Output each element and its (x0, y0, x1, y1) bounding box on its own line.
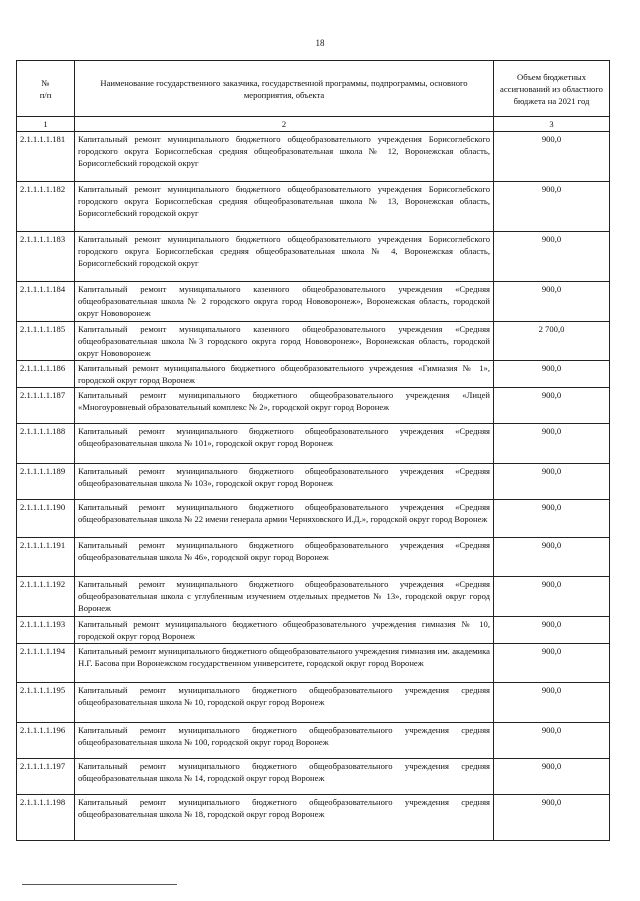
table-row (17, 388, 610, 424)
row-number: 2.1.1.1.1.186 (17, 361, 75, 388)
row-amount: 900,0 (494, 759, 610, 795)
column-number-1: 1 (17, 117, 75, 132)
table-row (17, 232, 610, 282)
header-amount: Объем бюджетных ассигнований из областного бюджета на 2021 год (494, 61, 610, 117)
row-amount: 2 700,0 (494, 322, 610, 361)
column-number-2: 2 (75, 117, 494, 132)
table-row (17, 577, 610, 617)
row-amount: 900,0 (494, 182, 610, 232)
column-number-3: 3 (494, 117, 610, 132)
row-amount: 900,0 (494, 424, 610, 464)
table-row (17, 538, 610, 577)
row-number: 2.1.1.1.1.192 (17, 577, 75, 617)
row-object-name: Капитальный ремонт муниципального бюджетного общеобразовательного учреждения средняя общеобразовательная школа № 14, городской округ город Воронеж (75, 759, 494, 795)
row-object-name: Капитальный ремонт муниципального бюджетного общеобразовательного учреждения средняя общеобразовательная школа № 100, городской округ город Воронеж (75, 723, 494, 759)
table-row (17, 182, 610, 232)
row-number: 2.1.1.1.1.185 (17, 322, 75, 361)
row-object-name: Капитальный ремонт муниципального казенного общеобразовательного учреждения «Средняя общеобразовательная школа №3 городского округа город Нововоронеж», Воронежская область, городской округ Нововоронеж (75, 322, 494, 361)
table-row (17, 723, 610, 759)
table-row (17, 759, 610, 795)
table-row (17, 795, 610, 841)
row-object-name: Капитальный ремонт муниципального бюджетного общеобразовательного учреждения средняя общеобразовательная школа № 10, городской округ город Воронеж (75, 683, 494, 723)
row-number: 2.1.1.1.1.197 (17, 759, 75, 795)
table-row (17, 322, 610, 361)
row-amount: 900,0 (494, 683, 610, 723)
row-amount: 900,0 (494, 538, 610, 577)
table-row (17, 361, 610, 388)
row-object-name: Капитальный ремонт муниципального бюджетного общеобразовательного учреждения средняя общеобразовательная школа № 18, городской округ город Воронеж (75, 795, 494, 841)
row-amount: 900,0 (494, 132, 610, 182)
row-number: 2.1.1.1.1.189 (17, 464, 75, 500)
row-number: 2.1.1.1.1.182 (17, 182, 75, 232)
row-amount: 900,0 (494, 617, 610, 644)
row-amount: 900,0 (494, 500, 610, 538)
page-number: 18 (315, 38, 325, 48)
row-amount: 900,0 (494, 644, 610, 683)
header-name: Наименование государственного заказчика, государственной программы, подпрограммы, основного мероприятия, объекта (75, 61, 494, 117)
row-object-name: Капитальный ремонт муниципального бюджетного общеобразовательного учреждения Борисоглебского городского округа Борисоглебская средняя общеобразовательная школа № 12, Воронежская область, Борисоглебский городской округ (75, 132, 494, 182)
row-object-name: Капитальный ремонт муниципального бюджетного общеобразовательного учреждения Борисоглебского городского округа Борисоглебская средняя общеобразовательная школа № 13, Воронежская область, Борисоглебский городской округ (75, 182, 494, 232)
row-number: 2.1.1.1.1.195 (17, 683, 75, 723)
row-number: 2.1.1.1.1.183 (17, 232, 75, 282)
row-amount: 900,0 (494, 361, 610, 388)
table-row (17, 644, 610, 683)
row-object-name: Капитальный ремонт муниципального бюджетного общеобразовательного учреждения гимназия № 10, городской округ город Воронеж (75, 617, 494, 644)
table-row (17, 464, 610, 500)
row-number: 2.1.1.1.1.184 (17, 282, 75, 322)
row-number: 2.1.1.1.1.187 (17, 388, 75, 424)
row-number: 2.1.1.1.1.198 (17, 795, 75, 841)
row-amount: 900,0 (494, 232, 610, 282)
row-number: 2.1.1.1.1.190 (17, 500, 75, 538)
row-number: 2.1.1.1.1.196 (17, 723, 75, 759)
table-body (17, 132, 610, 841)
row-amount: 900,0 (494, 282, 610, 322)
row-object-name: Капитальный ремонт муниципального казенного общеобразовательного учреждения «Средняя общеобразовательная школа № 2 городского округа город Нововоронеж», Воронежская область, городской округ Нововоронеж (75, 282, 494, 322)
table-row (17, 424, 610, 464)
row-object-name: Капитальный ремонт муниципального бюджетного общеобразовательного учреждения «Лицей «Многоуровневый образовательный комплекс № 2», городской округ город Воронеж (75, 388, 494, 424)
row-amount: 900,0 (494, 388, 610, 424)
row-number: 2.1.1.1.1.181 (17, 132, 75, 182)
table-row (17, 132, 610, 182)
table-row (17, 500, 610, 538)
row-object-name: Капитальный ремонт муниципального бюджетного общеобразовательного учреждения «Средняя общеобразовательная школа № 101», городской округ город Воронеж (75, 424, 494, 464)
row-number: 2.1.1.1.1.188 (17, 424, 75, 464)
row-object-name: Капитальный ремонт муниципального бюджетного общеобразовательного учреждения «Средняя общеобразовательная школа с углубленным изучением отдельных предметов № 13», городской округ город Воронеж (75, 577, 494, 617)
row-amount: 900,0 (494, 577, 610, 617)
row-object-name: Капитальный ремонт муниципального бюджетного общеобразовательного учреждения Борисоглебского городского округа Борисоглебская средняя общеобразовательная школа № 4, Воронежская область, Борисоглебский городской округ (75, 232, 494, 282)
table-row (17, 282, 610, 322)
row-number: 2.1.1.1.1.193 (17, 617, 75, 644)
row-object-name: Капитальный ремонт муниципального бюджетного общеобразовательного учреждения «Средняя общеобразовательная школа № 46», городской округ город Воронеж (75, 538, 494, 577)
row-object-name: Капитальный ремонт муниципального бюджетного общеобразовательного учреждения «Средняя общеобразовательная школа № 22 имени генерала армии Черняховского И.Д.», городской округ город Воронеж (75, 500, 494, 538)
row-number: 2.1.1.1.1.194 (17, 644, 75, 683)
budget-table (16, 60, 610, 841)
table-row (17, 683, 610, 723)
row-amount: 900,0 (494, 795, 610, 841)
table-row (17, 617, 610, 644)
row-amount: 900,0 (494, 464, 610, 500)
row-number: 2.1.1.1.1.191 (17, 538, 75, 577)
row-object-name: Капитальный ремонт муниципального бюджетного общеобразовательного учреждения «Средняя общеобразовательная школа № 103», городской округ город Воронеж (75, 464, 494, 500)
table-header (17, 61, 610, 132)
footer-rule (22, 884, 177, 885)
row-object-name: Капитальный ремонт муниципального бюджетного общеобразовательного учреждения гимназия им. академика Н.Г. Басова при Воронежском государственном университете, городской округ город Воронеж (75, 644, 494, 683)
row-object-name: Капитальный ремонт муниципального бюджетного общеобразовательного учреждения «Гимназия № 1», городской округ город Воронеж (75, 361, 494, 388)
row-amount: 900,0 (494, 723, 610, 759)
header-number: № п/п (17, 61, 75, 117)
